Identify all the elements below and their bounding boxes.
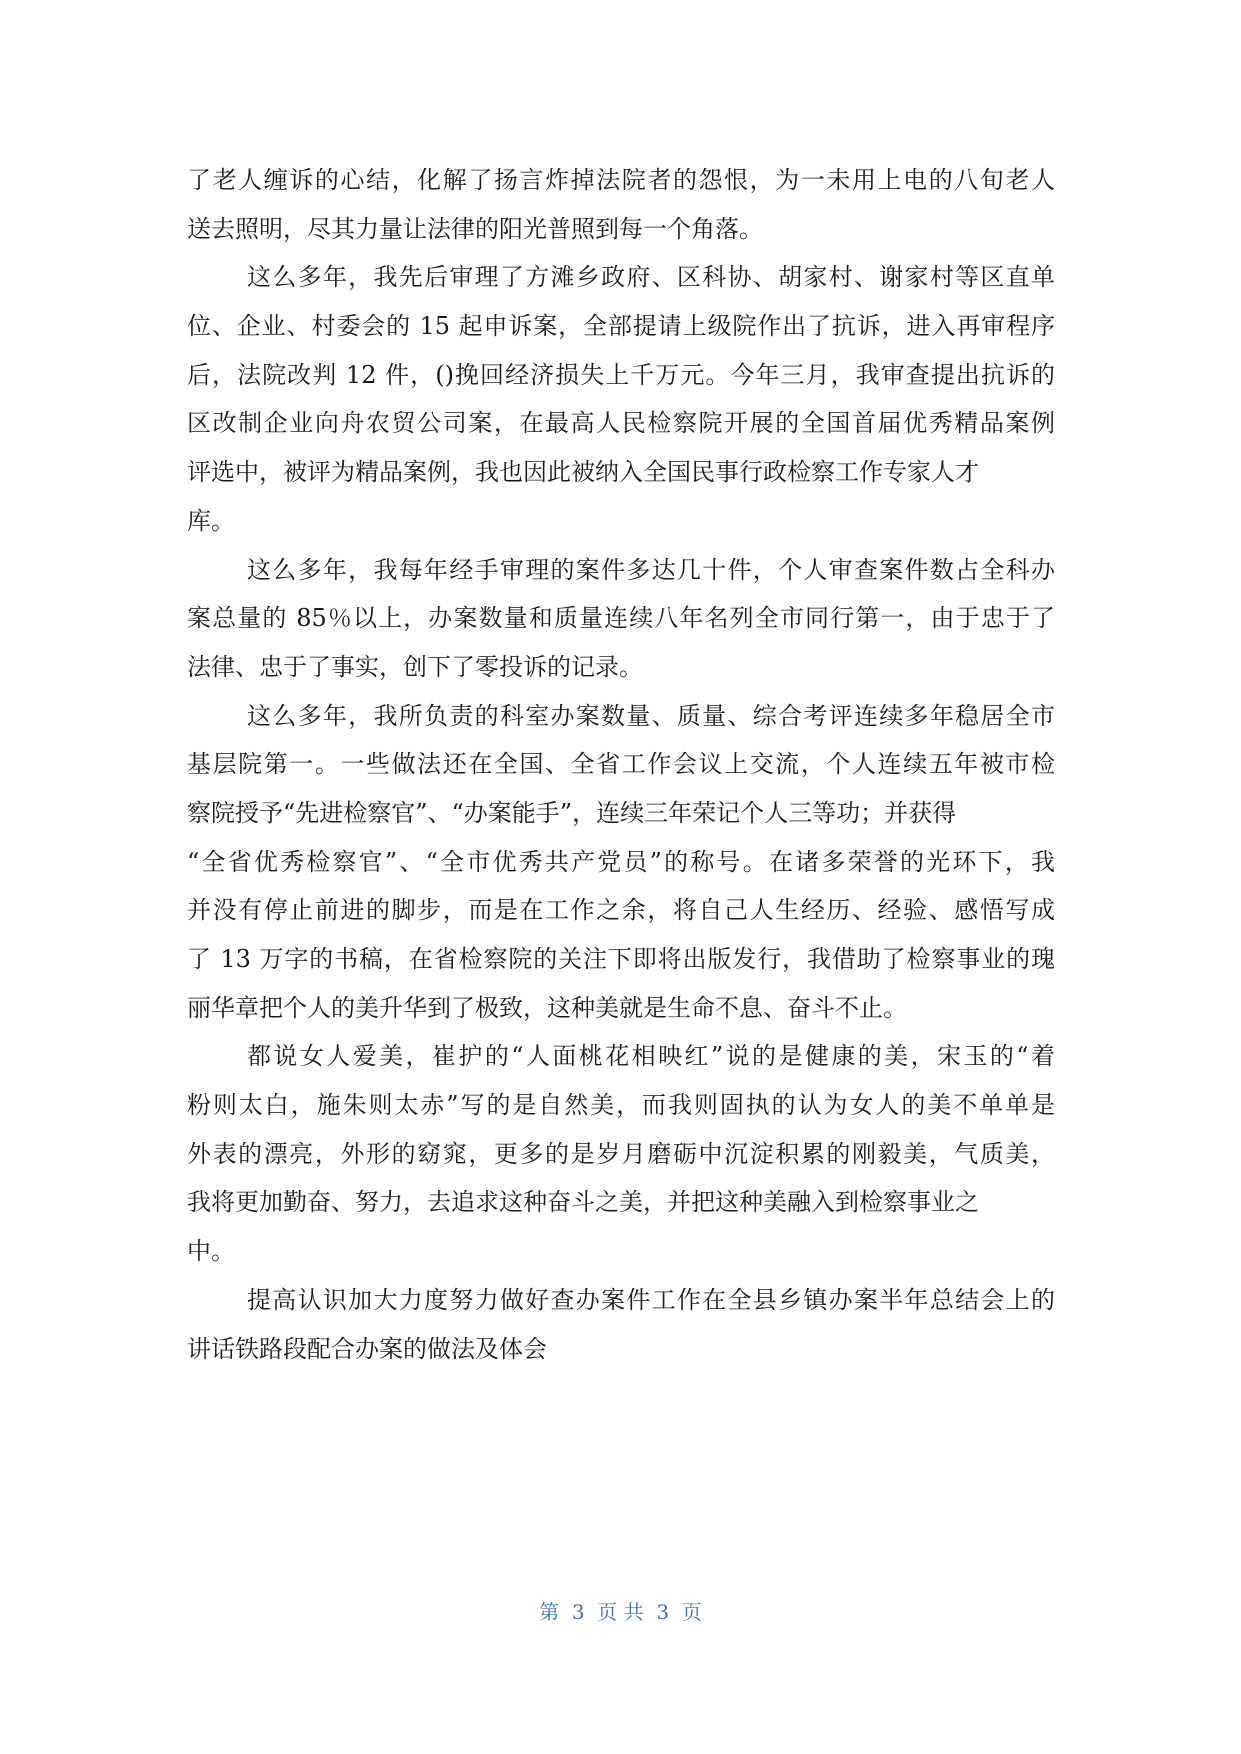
text-line: 区改制企业向舟农贸公司案，在最高人民检察院开展的全国首届优秀精品案例	[187, 409, 1055, 438]
text-line: 位、企业、村委会的 15 起申诉案，全部提请上级院作出了抗诉，进入再审程序	[187, 312, 1055, 341]
text-line: 基层院第一。一些做法还在全国、全省工作会议上交流，个人连续五年被市检	[187, 750, 1055, 779]
text-line: 并没有停止前进的脚步，而是在工作之余，将自己人生经历、经验、感悟写成	[187, 896, 1055, 925]
text-line: 丽华章把个人的美升华到了极致，这种美就是生命不息、奋斗不止。	[187, 993, 907, 1022]
text-line: 了 13 万字的书稿，在省检察院的关注下即将出版发行，我借助了检察事业的瑰	[187, 945, 1055, 973]
text-line: 这么多年，我所负责的科室办案数量、质量、综合考评连续多年稳居全市	[247, 701, 1055, 730]
text-line: 案总量的 85％以上，办案数量和质量连续八年名列全市同行第一，由于忠于了	[187, 604, 1055, 633]
text-line: 这么多年，我每年经手审理的案件多达几十件，个人审查案件数占全科办	[247, 555, 1055, 584]
text-line: 粉则太白，施朱则太赤”写的是自然美，而我则固执的认为女人的美不单单是	[187, 1091, 1055, 1120]
document-body	[187, 156, 1055, 1373]
text-line: 这么多年，我先后审理了方滩乡政府、区科协、胡家村、谢家村等区直单	[247, 263, 1055, 292]
text-line: 库。	[187, 506, 235, 535]
text-line: 法律、忠于了事实，创下了零投诉的记录。	[187, 652, 643, 681]
page-footer: 第 3 页 共 3 页	[539, 1600, 702, 1624]
text-line: 提高认识加大力度努力做好查办案件工作在全县乡镇办案半年总结会上的	[247, 1285, 1055, 1314]
text-line: 我将更加勤奋、努力，去追求这种奋斗之美，并把这种美融入到检察事业之	[187, 1188, 979, 1217]
text-line: 评选中，被评为精品案例，我也因此被纳入全国民事行政检察工作专家人才	[187, 458, 979, 487]
text-line: “全省优秀检察官”、“全市优秀共产党员”的称号。在诸多荣誉的光环下，我	[187, 847, 1055, 876]
text-line: 讲话铁路段配合办案的做法及体会	[187, 1334, 547, 1363]
text-line: 中。	[187, 1237, 235, 1266]
text-line: 送去照明，尽其力量让法律的阳光普照到每一个角落。	[187, 214, 763, 243]
text-line: 都说女人爱美，崔护的“人面桃花相映红”说的是健康的美，宋玉的“着	[247, 1042, 1055, 1071]
text-line: 了老人缠诉的心结，化解了扬言炸掉法院者的怨恨，为一未用上电的八旬老人	[187, 166, 1055, 194]
text-line: 察院授予“先进检察官”、“办案能手”，连续三年荣记个人三等功；并获得	[187, 798, 957, 827]
text-line: 外表的漂亮，外形的窈窕，更多的是岁月磨砺中沉淀积累的刚毅美，气质美，	[187, 1139, 1055, 1168]
text-line: 后，法院改判 12 件，()挽回经济损失上千万元。今年三月，我审查提出抗诉的	[187, 360, 1055, 389]
